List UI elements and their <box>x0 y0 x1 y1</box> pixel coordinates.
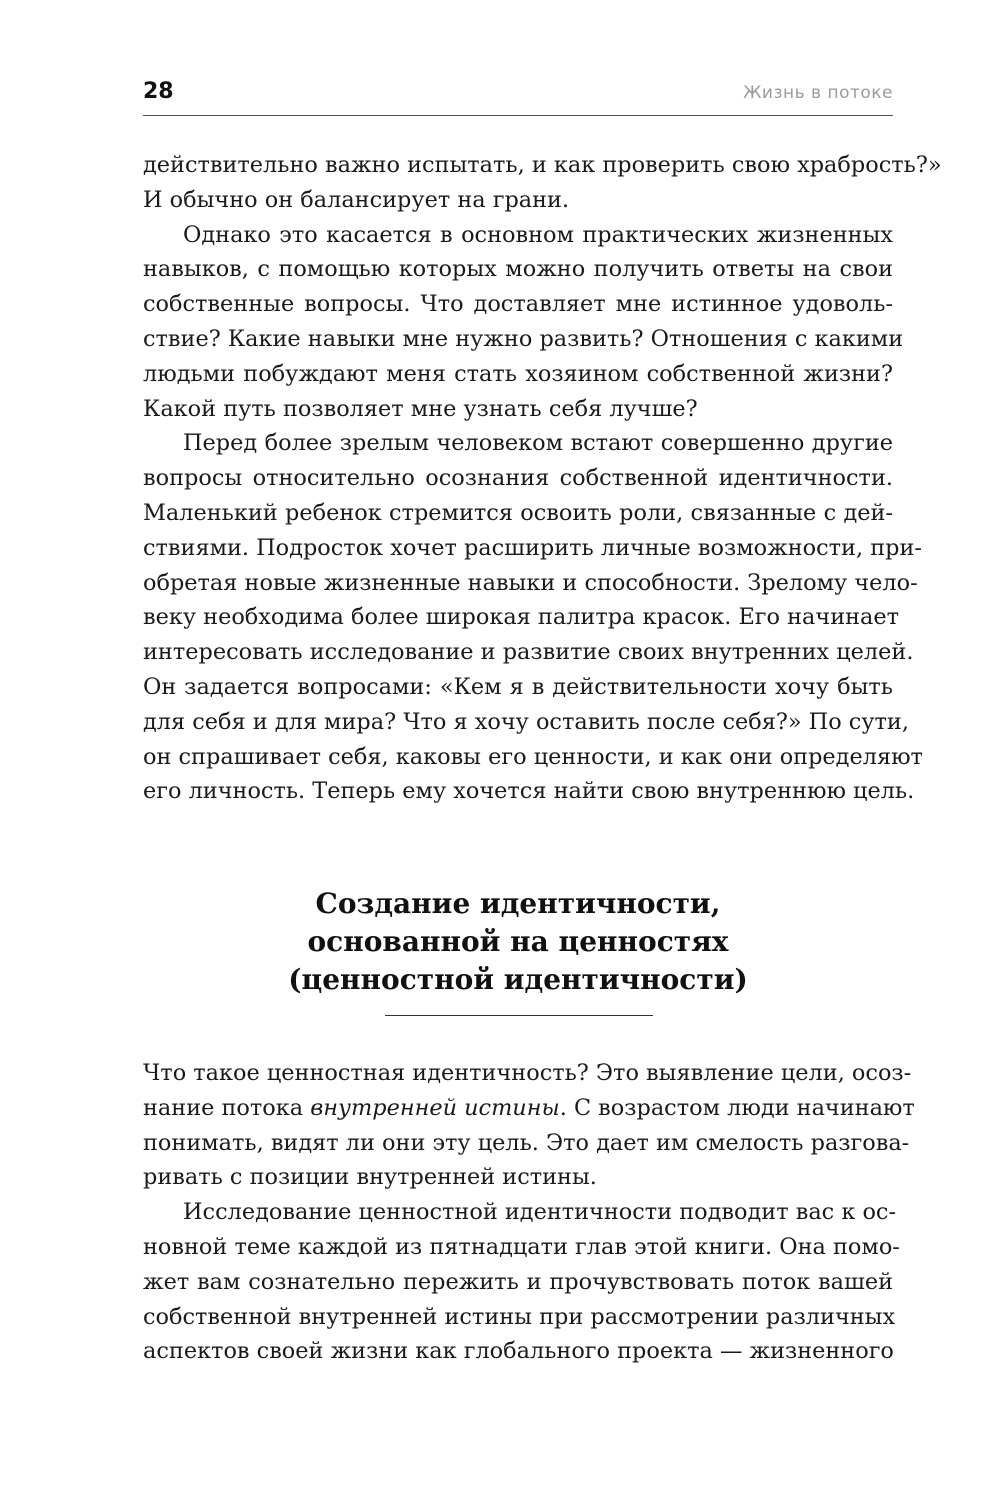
heading-line: Создание идентичности, <box>315 887 721 920</box>
text-line: ствие? Какие навыки мне нужно развить? Отношения с какими <box>143 325 904 352</box>
text-line: ствиями. Подросток хочет расширить личные возможности, при- <box>143 534 922 561</box>
text-line: собственной внутренней истины при рассмотрении различных <box>143 1303 896 1330</box>
text-line: навыков, с помощью которых можно получить ответы на свои <box>143 256 893 283</box>
heading-line: (ценностной идентичности) <box>288 963 748 996</box>
header-rule <box>143 115 893 116</box>
text-line: И обычно он балансирует на грани. <box>143 186 570 213</box>
section-heading <box>143 885 893 999</box>
text-run: . С возрастом люди начинают <box>559 1094 915 1121</box>
text-line: новной теме каждой из пятнадцати глав этой книги. Она помо- <box>143 1233 900 1260</box>
text-line: Какой путь позволяет мне узнать себя лучше? <box>143 395 698 422</box>
running-title: Жизнь в потоке <box>743 83 893 103</box>
text-line: Перед более зрелым человеком встают совершенно другие <box>183 430 893 457</box>
text-line: Исследование ценностной идентичности подводит вас к ос- <box>183 1199 897 1226</box>
text-line: Однако это касается в основном практических жизненных <box>183 221 893 248</box>
text-line: обретая новые жизненные навыки и способности. Зрелому чело- <box>143 569 918 596</box>
italic-phrase: внутренней истины <box>310 1094 560 1121</box>
text-line: он спрашивает себя, каковы его ценности, и как они определяют <box>143 743 923 770</box>
text-run: нание потока <box>143 1094 311 1121</box>
text-block-top <box>143 148 942 809</box>
text-block-bottom <box>143 1056 915 1369</box>
text-line: аспектов своей жизни как глобального проекта — жизненного <box>143 1338 894 1365</box>
text-line: для себя и для мира? Что я хочу оставить после себя?» По сути, <box>143 708 909 735</box>
paragraph-4 <box>143 1056 915 1195</box>
text-line: Что такое ценностная идентичность? Это выявление цели, осоз- <box>143 1060 912 1086</box>
paragraph-5 <box>143 1195 900 1369</box>
text-line: Он задается вопросами: «Кем я в действительности хочу быть <box>143 673 893 700</box>
page-header <box>143 78 893 114</box>
text-line: собственные вопросы. Что доставляет мне истинное удоволь- <box>143 291 893 318</box>
paragraph-2 <box>143 218 904 427</box>
text-line: Маленький ребенок стремится освоить роли, связанные с дей- <box>143 499 893 526</box>
text-line: веку необходима более широкая палитра красок. Его начинает <box>143 604 900 631</box>
text-line: действительно важно испытать, и как проверить свою храбрость?» <box>143 152 942 178</box>
page-number: 28 <box>143 79 174 104</box>
heading-line: основанной на ценностях <box>307 925 729 958</box>
text-line: людьми побуждают меня стать хозяином собственной жизни? <box>143 360 893 387</box>
text-line: понимать, видят ли они эту цель. Это дает им смелость разгова- <box>143 1129 910 1156</box>
paragraph-3 <box>143 426 923 809</box>
text-line: ривать с позиции внутренней истины. <box>143 1164 597 1191</box>
heading-rule <box>385 1015 653 1016</box>
text-line: его личность. Теперь ему хочется найти свою внутреннюю цель. <box>143 778 915 805</box>
text-line: вопросы относительно осознания собственной идентичности. <box>143 465 893 492</box>
paragraph-1 <box>143 148 942 218</box>
text-line: жет вам сознательно пережить и прочувствовать поток вашей <box>143 1268 893 1295</box>
text-line: интересовать исследование и развитие своих внутренних целей. <box>143 639 914 666</box>
text-line-with-italic <box>143 1091 915 1126</box>
